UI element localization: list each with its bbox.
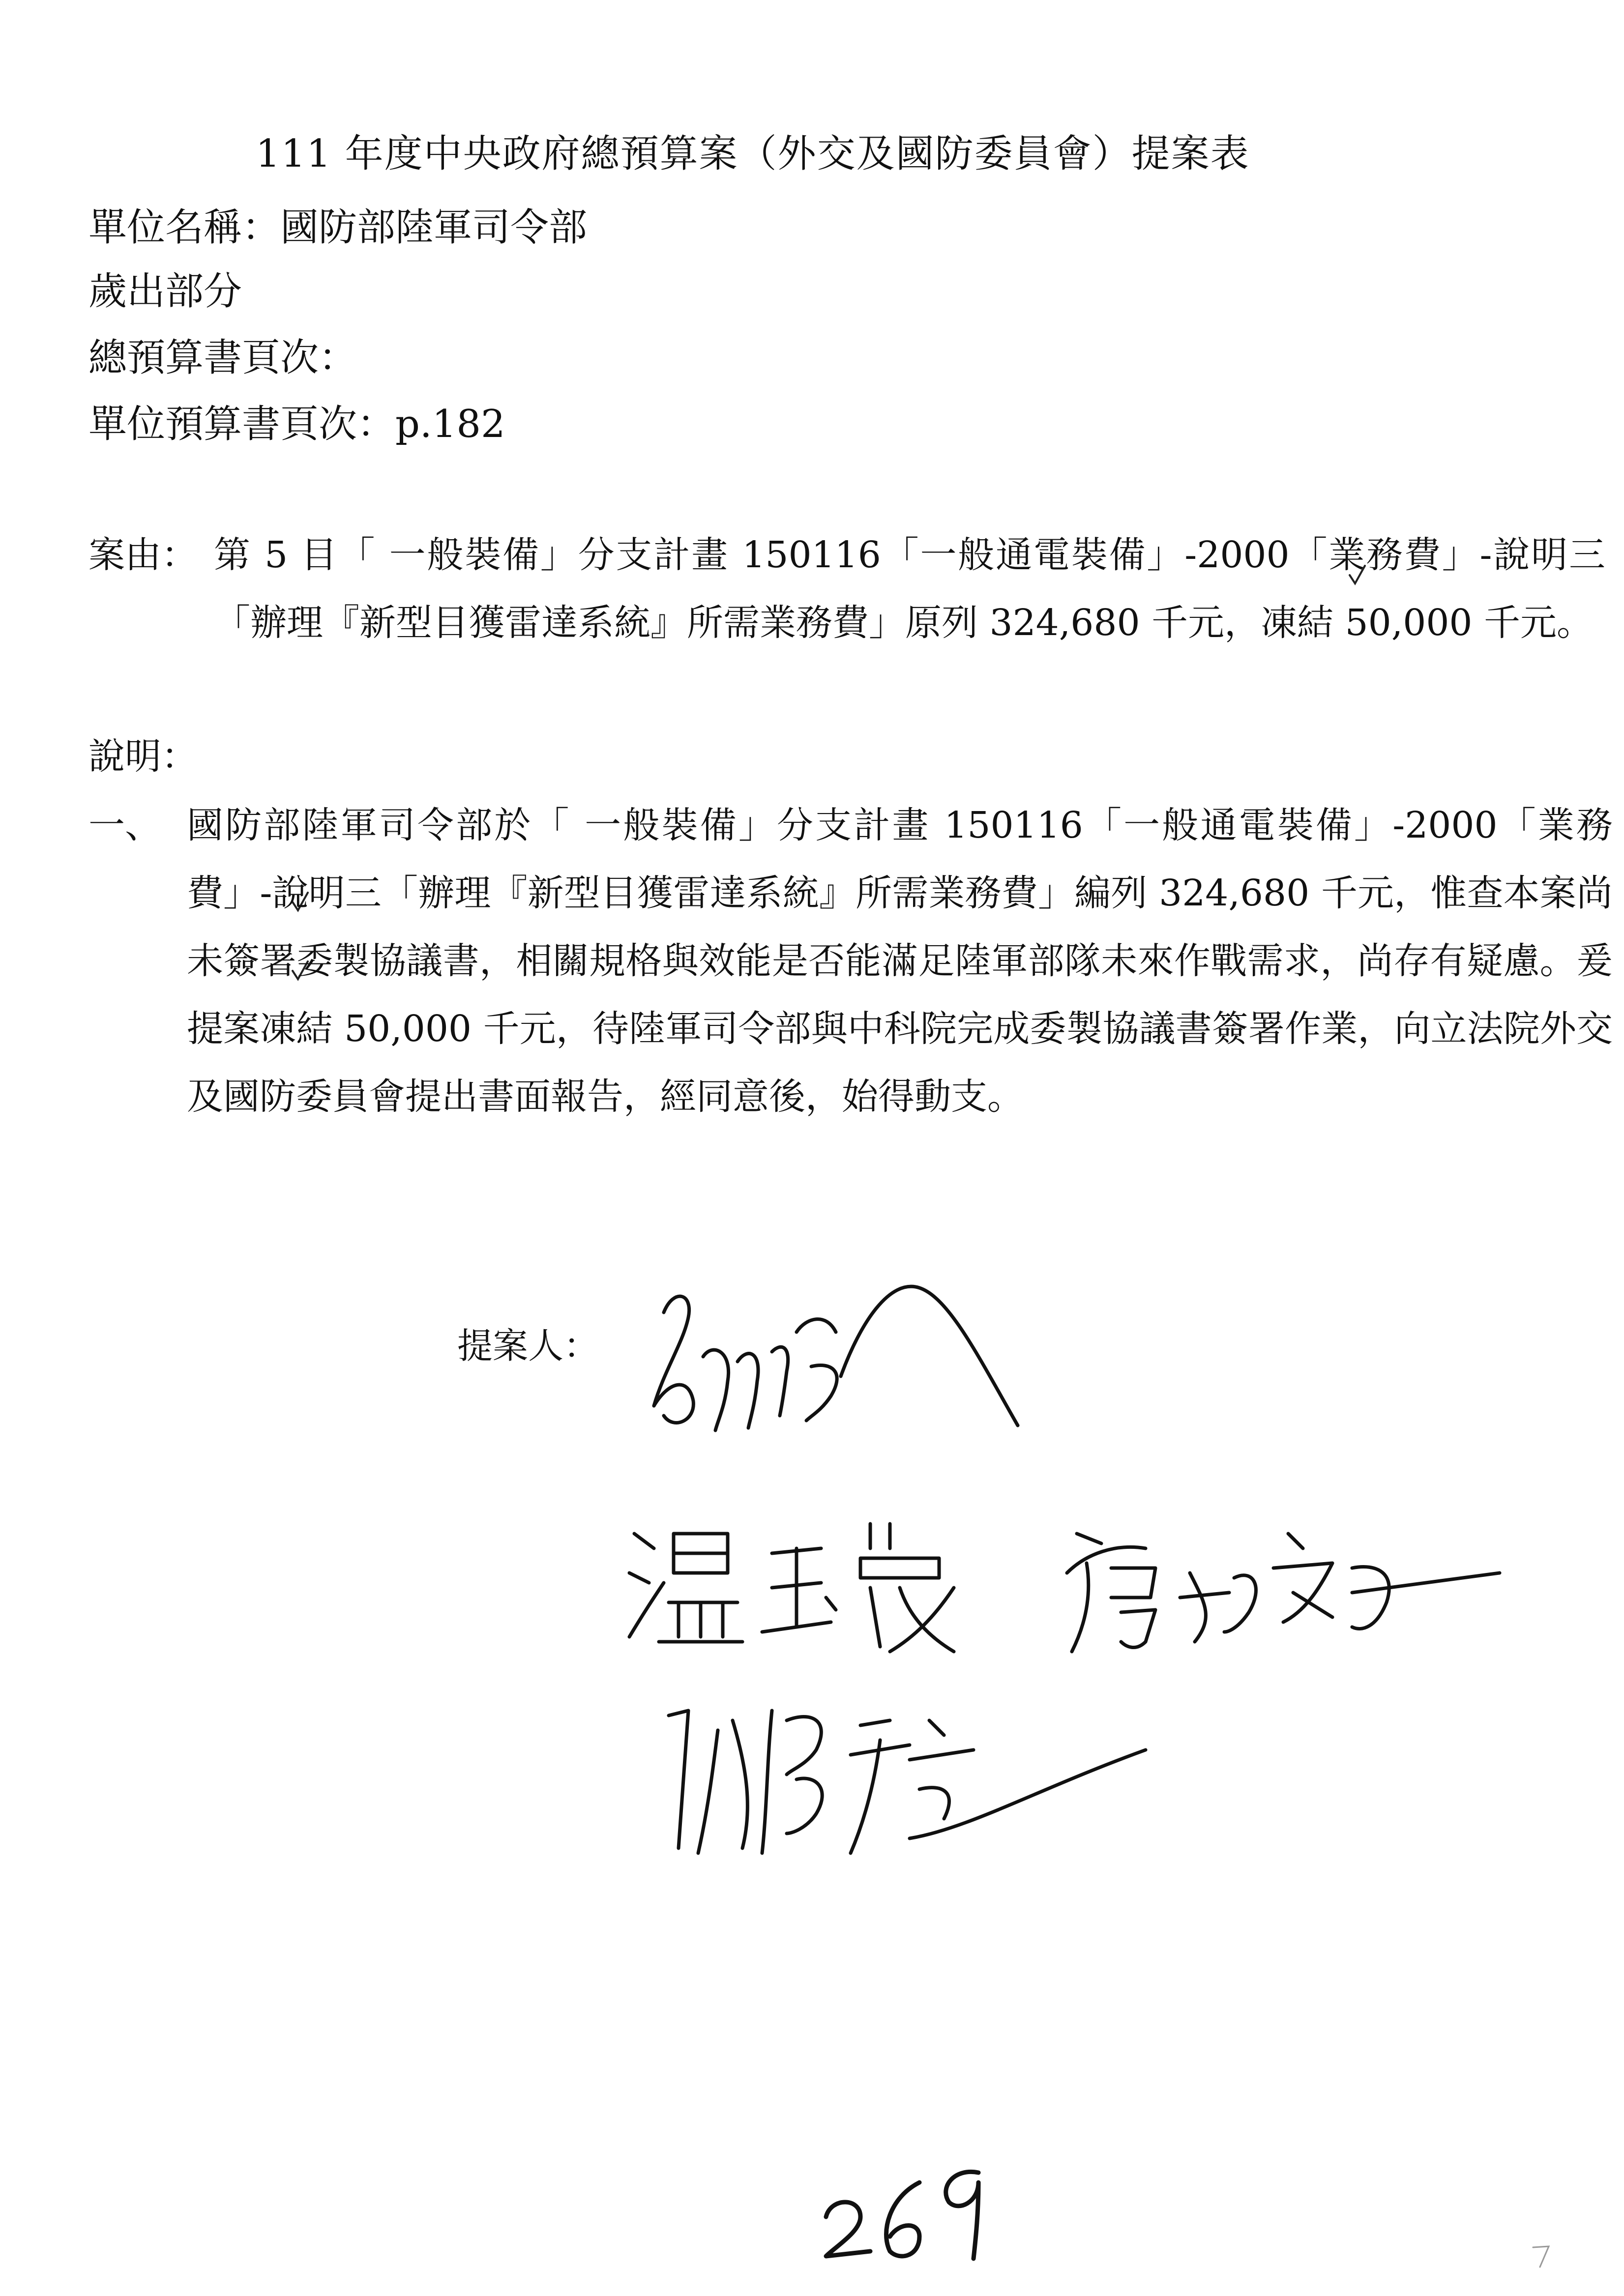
page-number-handwritten [816, 2153, 993, 2261]
unit-budget-page: 單位預算書頁次：p.182 [89, 402, 505, 446]
total-budget-page: 總預算書頁次： [89, 336, 357, 380]
item-number: 一、 [89, 804, 161, 846]
proposer-label: 提案人： [457, 1325, 599, 1366]
check-mark-icon [1347, 563, 1367, 587]
case-text: 第 5 目「 一般裝備」分支計畫 150116「一般通電裝備」-2000「業務費」-說明三「辦理『新型目獲雷達系統』所需業務費」原列 324,680 千元，凍結 50,000 千元。 [214, 534, 1605, 644]
signature-wen-yu-xia [615, 1504, 1057, 1661]
corner-pencil-mark-icon [1529, 2241, 1554, 2271]
signature-liao-wan-ru [1057, 1514, 1509, 1661]
case-label: 案由： [89, 534, 198, 576]
signature-scribble-1 [634, 1258, 1028, 1465]
signature-scribble-2 [654, 1691, 1155, 1858]
document-title: 111 年度中央政府總預算案（外交及國防委員會）提案表 [256, 132, 1250, 176]
explanation-label: 說明： [89, 735, 198, 778]
section-name: 歲出部分 [89, 269, 242, 314]
item-text: 國防部陸軍司令部於「 一般裝備」分支計畫 150116「一般通電裝備」-2000「業務費」-說明三「辦理『新型目獲雷達系統』所需業務費」編列 324,680 千元，惟查本案尚未簽署委製協議書，相關規格與效能是否能滿足陸軍部隊未來作戰需求，尚存有疑慮。爰提案凍結 50,000 千元，待陸軍司令部與中科院完成委製協議書簽署作業，向立法院外交及國防委員會提出書面報告，經同意後，始得動支。 [187, 804, 1613, 1118]
unit-name: 單位名稱：國防部陸軍司令部 [89, 205, 588, 250]
